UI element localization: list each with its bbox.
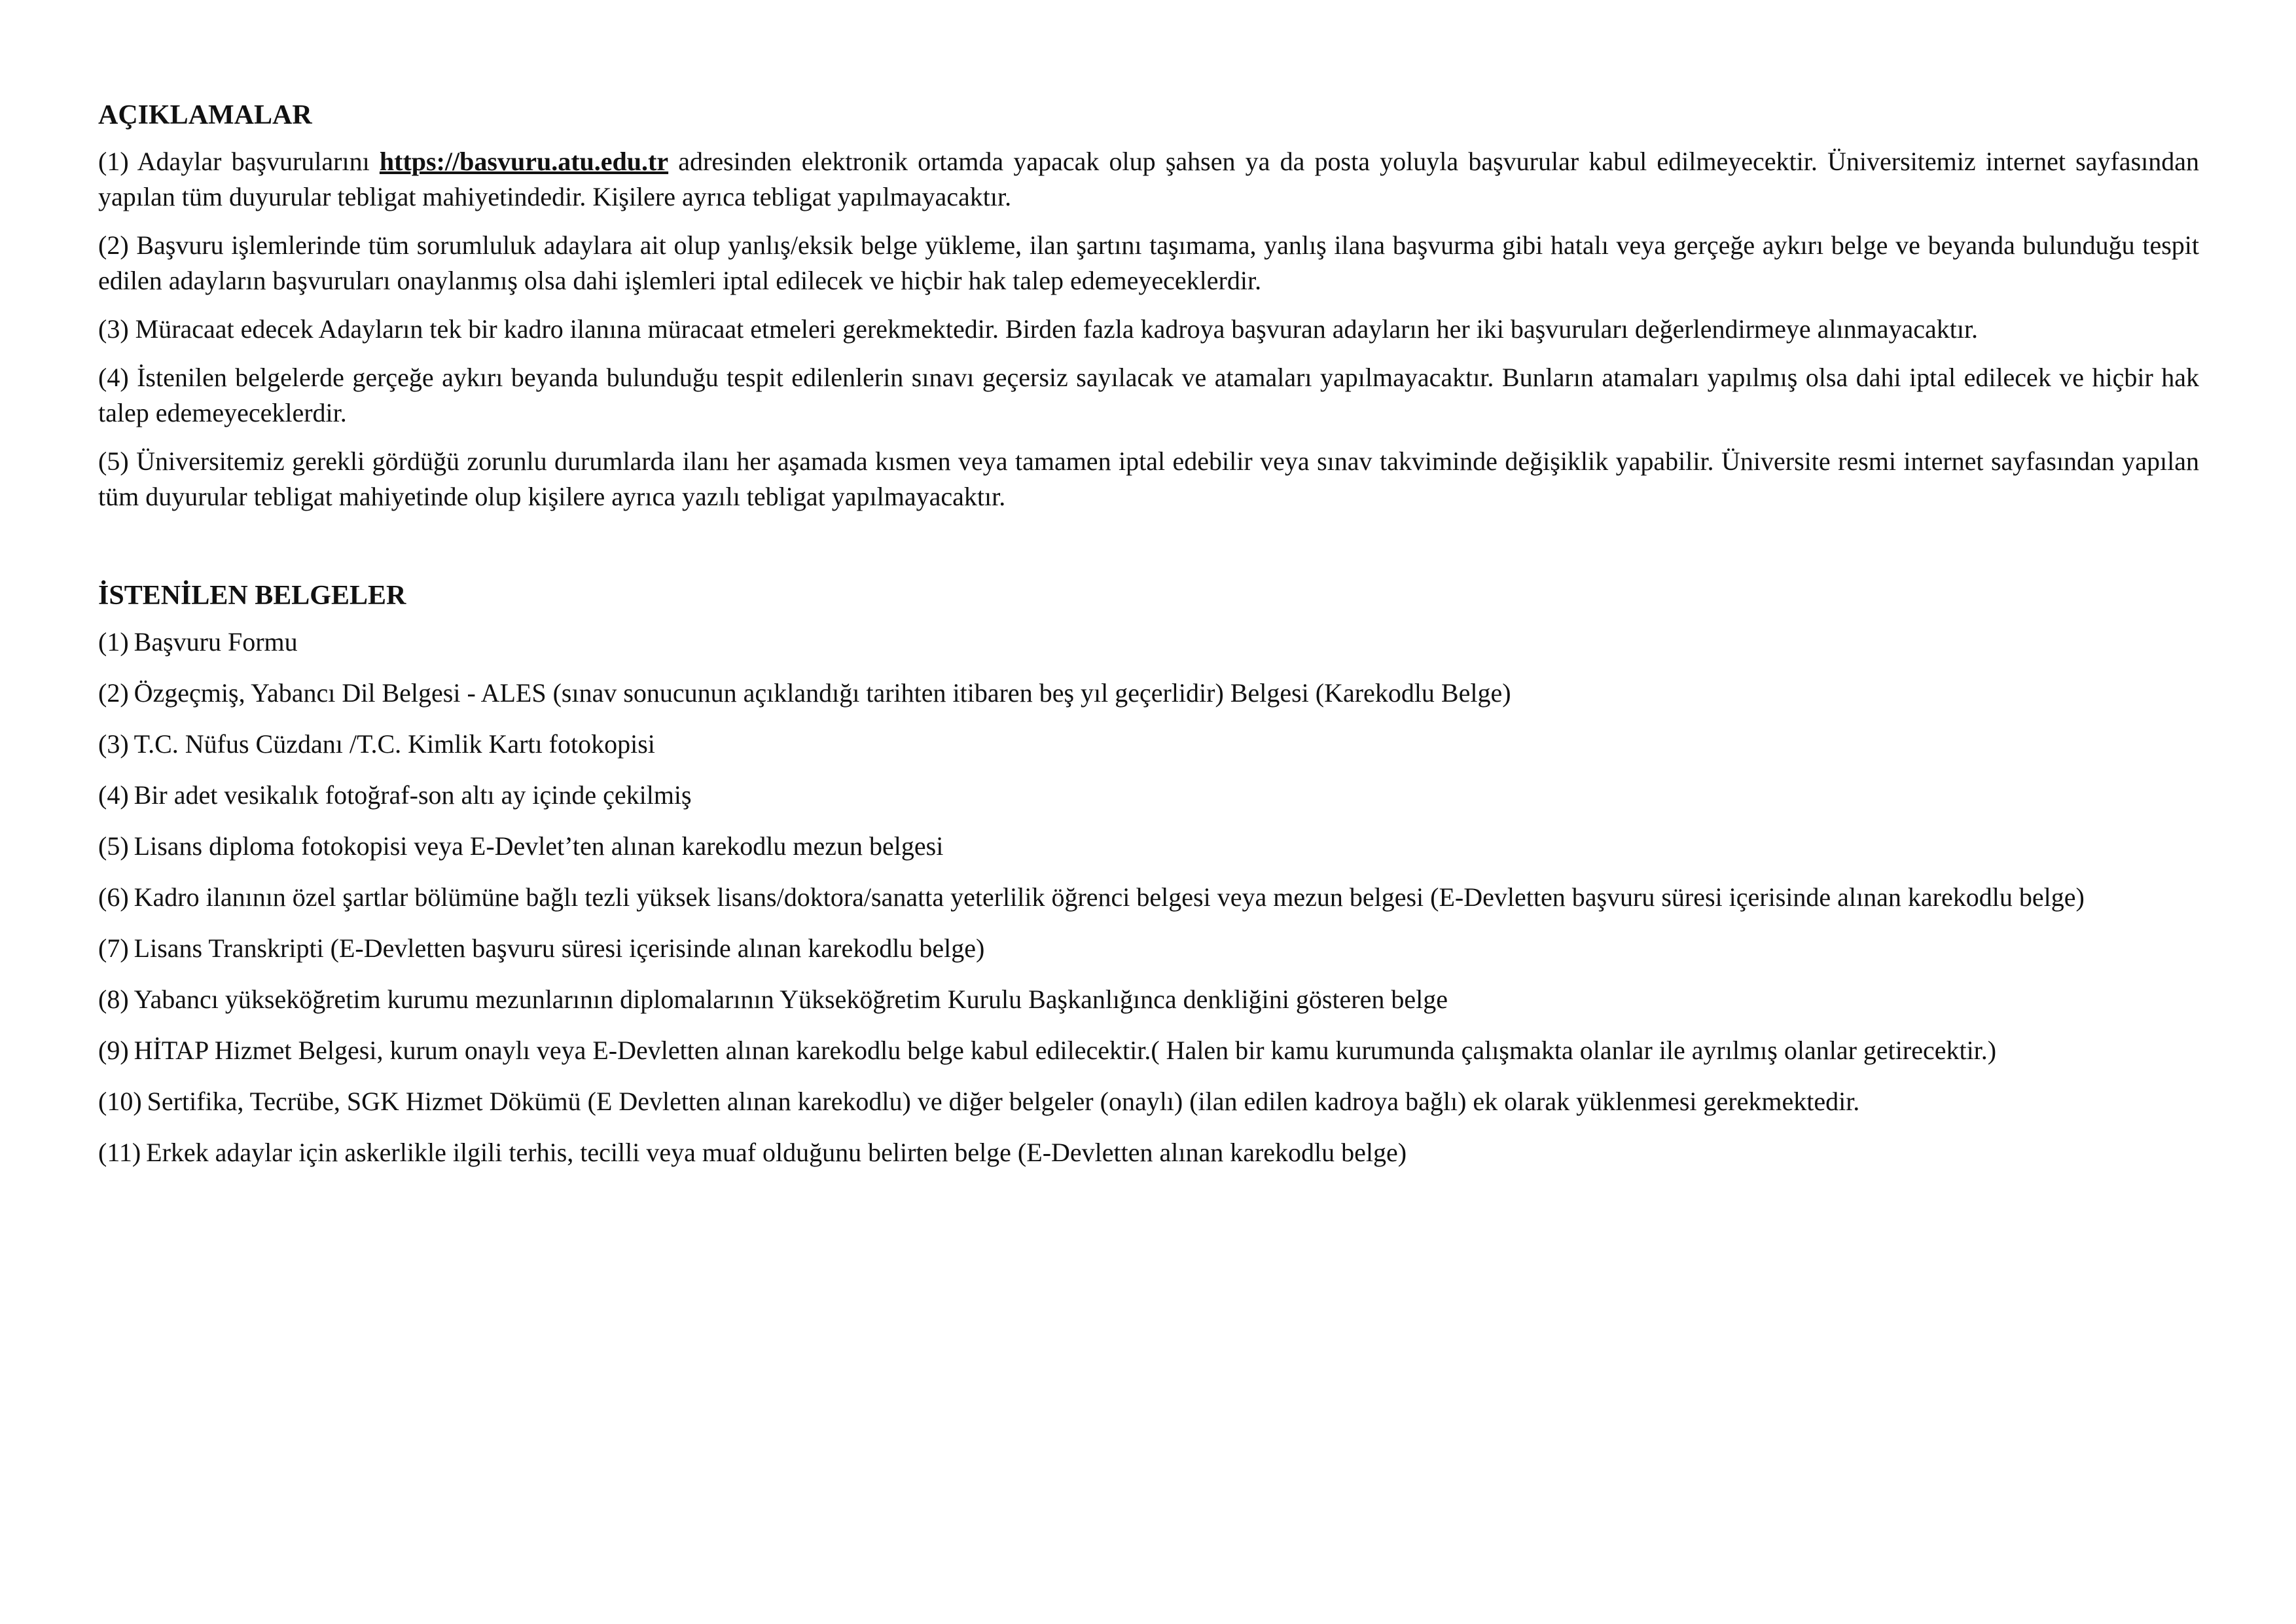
item-text: Lisans Transkripti (E-Devletten başvuru süresi içerisinde alınan karekodlu belge) (134, 933, 985, 963)
section-title-aciklamalar: AÇIKLAMALAR (98, 100, 312, 130)
aciklama-paragraph-1 (98, 144, 2199, 215)
item-text: Başvuru Formu (134, 627, 298, 657)
aciklama-paragraph-4: (4) İstenilen belgelerde gerçeğe aykırı beyanda bulunduğu tespit edilenlerin sınavı geçersiz sayılacak ve atamaları yapılmayacaktır. Bunların atamaları yapılmış olsa dahi iptal edilecek ve hiçbir hak talep edemeyeceklerdir. (98, 363, 2199, 427)
item-number: (6) (98, 882, 129, 912)
item-number: (11) (98, 1138, 141, 1167)
item-text: Lisans diploma fotokopisi veya E-Devlet’ten alınan karekodlu mezun belgesi (134, 831, 944, 861)
item-number: (9) (98, 1036, 129, 1065)
item-number: (5) (98, 831, 129, 861)
list-item (98, 727, 2199, 762)
list-item (98, 1033, 2199, 1068)
paragraph-number: (1) (98, 147, 129, 176)
item-number: (8) (98, 984, 129, 1014)
item-text: T.C. Nüfus Cüzdanı /T.C. Kimlik Kartı fotokopisi (134, 729, 655, 759)
list-item (98, 778, 2199, 813)
aciklama-paragraph-5: (5) Üniversitemiz gerekli gördüğü zorunlu durumlarda ilanı her aşamada kısmen veya tamamen iptal edebilir veya sınav takviminde değişiklik yapabilir. Üniversite resmi internet sayfasından yapılan tüm duyurular tebligat mahiyetinde olup kişilere ayrıca yazılı tebligat yapılmayacaktır. (98, 446, 2199, 511)
item-number: (1) (98, 627, 129, 657)
item-number: (4) (98, 780, 129, 810)
item-number: (10) (98, 1087, 142, 1116)
list-item (98, 982, 2199, 1017)
list-item (98, 624, 2199, 660)
item-text: Kadro ilanının özel şartlar bölümüne bağlı tezli yüksek lisans/doktora/sanatta yeterlilik öğrenci belgesi veya mezun belgesi (E-Devletten başvuru süresi içerisinde alınan karekodlu belge) (134, 882, 2085, 912)
item-text: HİTAP Hizmet Belgesi, kurum onaylı veya E-Devletten alınan karekodlu belge kabul edilecektir.( Halen bir kamu kurumunda çalışmakta olanlar ile ayrılmış olanlar getirecektir.) (134, 1036, 1997, 1065)
paragraph-text-before-link: Adaylar başvurularını (137, 147, 370, 176)
paragraph-text-after-link: adresinden elektronik ortamda yapacak olup şahsen ya da posta yoluyla başvurular kabul edilmeyecektir. Üniversitemiz internet sayfasından yapılan tüm duyurular tebligat mahiyetindedir. Kişilere ayrıca tebligat yapılmayacaktır. (98, 147, 2199, 211)
list-item (98, 880, 2199, 915)
section-title-istenilen-belgeler: İSTENİLEN BELGELER (98, 581, 406, 611)
document-page (98, 98, 2199, 1186)
application-link[interactable]: https://basvuru.atu.edu.tr (379, 147, 669, 176)
item-text: Bir adet vesikalık fotoğraf-son altı ay içinde çekilmiş (134, 780, 692, 810)
item-number: (7) (98, 933, 129, 963)
section-spacer (98, 528, 2199, 579)
item-text: Yabancı yükseköğretim kurumu mezunlarının diplomalarının Yükseköğretim Kurulu Başkanlığınca denkliğini gösteren belge (134, 984, 1448, 1014)
item-number: (3) (98, 729, 129, 759)
aciklama-paragraph-2: (2) Başvuru işlemlerinde tüm sorumluluk adaylara ait olup yanlış/eksik belge yükleme, ilan şartını taşımama, yanlış ilana başvurma gibi hatalı veya gerçeğe aykırı belge ve beyanda bulunduğu tespit edilen adayların başvuruları onaylanmış olsa dahi işlemleri iptal edilecek ve hiçbir hak talep edemeyeceklerdir. (98, 230, 2199, 295)
item-text: Özgeçmiş, Yabancı Dil Belgesi - ALES (sınav sonucunun açıklandığı tarihten itibaren beş yıl geçerlidir) Belgesi (Karekodlu Belge) (134, 678, 1511, 708)
list-item (98, 829, 2199, 864)
item-text: Erkek adaylar için askerlikle ilgili terhis, tecilli veya muaf olduğunu belirten belge (E-Devletten alınan karekodlu belge) (146, 1138, 1407, 1167)
list-item (98, 676, 2199, 711)
list-item (98, 931, 2199, 966)
item-number: (2) (98, 678, 129, 708)
list-item (98, 1084, 2199, 1119)
list-item (98, 1135, 2199, 1170)
item-text: Sertifika, Tecrübe, SGK Hizmet Dökümü (E Devletten alınan karekodlu) ve diğer belgeler (onaylı) (ilan edilen kadroya bağlı) ek olarak yüklenmesi gerekmektedir. (147, 1087, 1860, 1116)
aciklama-paragraph-3: (3) Müracaat edecek Adayların tek bir kadro ilanına müracaat etmeleri gerekmektedir. Birden fazla kadroya başvuran adayların her iki başvuruları değerlendirmeye alınmayacaktır. (98, 314, 1979, 344)
